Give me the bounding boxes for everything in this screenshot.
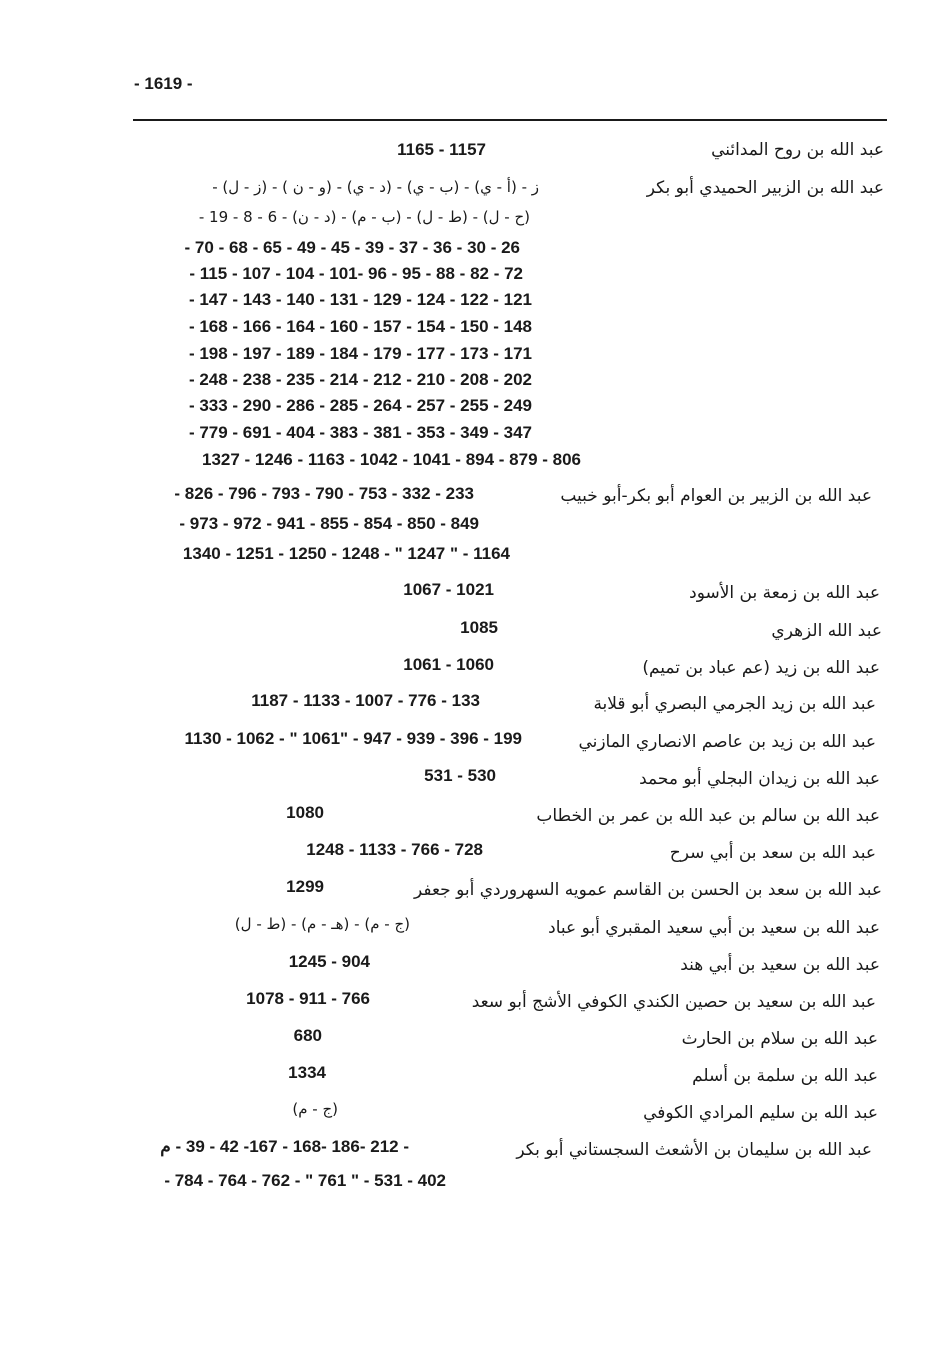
header-rule <box>133 119 887 121</box>
entry-name: عبد الله بن سعيد بن أبي سعيد المقبري أبو عباد <box>548 918 880 938</box>
entry-refs: 1245 - 904 <box>288 952 370 971</box>
entry-refs: - 212 -186 -168 - 167- 42 - 39 - م <box>160 1137 409 1156</box>
entry-refs: 680 <box>293 1026 322 1045</box>
entry-refs: 531 - 530 <box>424 766 496 785</box>
entry-refs: 1248 - 1133 - 766 - 728 <box>306 840 483 859</box>
entry-refs: 1061 - 1060 <box>403 655 494 674</box>
entry-refs: - 70 - 68 - 65 - 49 - 45 - 39 - 37 - 36 - 30 - 26 <box>184 238 520 257</box>
entry-refs: - 115 - 107 - 104 - 101- 96 - 95 - 88 - 82 - 72 <box>189 264 523 283</box>
entry-symbols: (ج - م) - (هـ - م) - (ط - ل) <box>234 915 410 933</box>
entry-name: عبد الله الزهري <box>771 621 882 641</box>
entry-refs: 1085 <box>460 618 498 637</box>
entry-symbols: ز - (أ - ي) - (ب - ي) - (د - ي) - (و - ن ) - (ز - ل) - <box>212 178 539 196</box>
entry-refs: 1299 <box>286 877 324 896</box>
entry-refs: 1130 - 1062 - " 1061" - 947 - 939 - 396 - 199 <box>184 729 522 748</box>
entry-refs: 1067 - 1021 <box>403 580 494 599</box>
entry-name: عبد الله بن زيد الجرمي البصري أبو قلابة <box>593 694 876 714</box>
entry-refs: - 973 - 972 - 941 - 855 - 854 - 850 - 849 <box>179 514 479 533</box>
entry-name: عبد الله بن سعد بن أبي سرح <box>669 843 876 863</box>
entry-refs: 1078 - 911 - 766 <box>246 989 370 1008</box>
entry-name: عبد الله بن الزبير الحميدي أبو بكر <box>646 178 884 198</box>
entry-refs: - 333 - 290 - 286 - 285 - 264 - 257 - 255 - 249 <box>188 396 532 415</box>
entry-symbols: (ج - م) <box>292 1100 338 1118</box>
entry-name: عبد الله بن سالم بن عبد الله بن عمر بن الخطاب <box>536 806 880 826</box>
entry-refs: 1080 <box>286 803 324 822</box>
entry-name: عبد الله بن سلمة بن أسلم <box>692 1066 878 1086</box>
page-number: - 1619 - <box>134 74 193 93</box>
entry-refs: 1187 - 1133 - 1007 - 776 - 133 <box>251 691 480 710</box>
entry-name: عبد الله بن سعيد بن أبي هند <box>680 955 880 975</box>
entry-name: عبد الله بن روح المدائني <box>711 140 884 160</box>
entry-name: عبد الله بن سعيد بن حصين الكندي الكوفي الأشج أبو سعد <box>471 992 876 1012</box>
entry-name: عبد الله بن سلام بن الحارث <box>681 1029 878 1049</box>
entry-refs: - 779 - 691 - 404 - 383 - 381 - 353 - 349 - 347 <box>188 423 532 442</box>
entry-name: عبد الله بن سليم المرادي الكوفي <box>643 1103 878 1123</box>
entry-name: عبد الله بن زيدان البجلي أبو محمد <box>639 769 880 789</box>
entry-name: عبد الله بن زيد بن عاصم الانصاري المازني <box>578 732 876 752</box>
entry-refs: - 248 - 238 - 235 - 214 - 212 - 210 - 208 - 202 <box>188 370 532 389</box>
entry-refs: 1327 - 1246 - 1163 - 1042 - 1041 - 894 - 879 - 806 <box>202 450 581 469</box>
entry-name: عبد الله بن الزبير بن العوام أبو بكر-أبو خبيب <box>560 486 872 506</box>
entry-symbols: (ح - ل) - (ط - ل) - (ب - م) - (د - ن) - 6 - 8 - 19 - <box>198 208 530 226</box>
entry-name: عبد الله بن زمعة بن الأسود <box>689 583 880 603</box>
entry-refs: 1165 - 1157 <box>397 140 486 159</box>
entry-name: عبد الله بن زيد (عم عباد بن تميم) <box>642 658 880 678</box>
entry-refs: - 198 - 197 - 189 - 184 - 179 - 177 - 173 - 171 <box>188 344 532 363</box>
entry-refs: - 826 - 796 - 793 - 790 - 753 - 332 - 233 <box>174 484 474 503</box>
entry-refs: - 168 - 166 - 164 - 160 - 157 - 154 - 150 - 148 <box>188 317 532 336</box>
entry-refs: 1334 <box>288 1063 326 1082</box>
entry-name: عبد الله بن سليمان بن الأشعث السجستاني أبو بكر <box>516 1140 872 1160</box>
entry-refs: 1340 - 1251 - 1250 - 1248 - " 1247 " - 1164 <box>182 544 510 563</box>
entry-name: عبد الله بن سعد بن الحسن بن القاسم عمويه السهروردي أبو جعفر <box>414 880 882 900</box>
entry-refs: - 784 - 764 - 762 - " 761 " - 531 - 402 <box>164 1171 446 1190</box>
entry-refs: - 147 - 143 - 140 - 131 - 129 - 124 - 122 - 121 <box>188 290 532 309</box>
